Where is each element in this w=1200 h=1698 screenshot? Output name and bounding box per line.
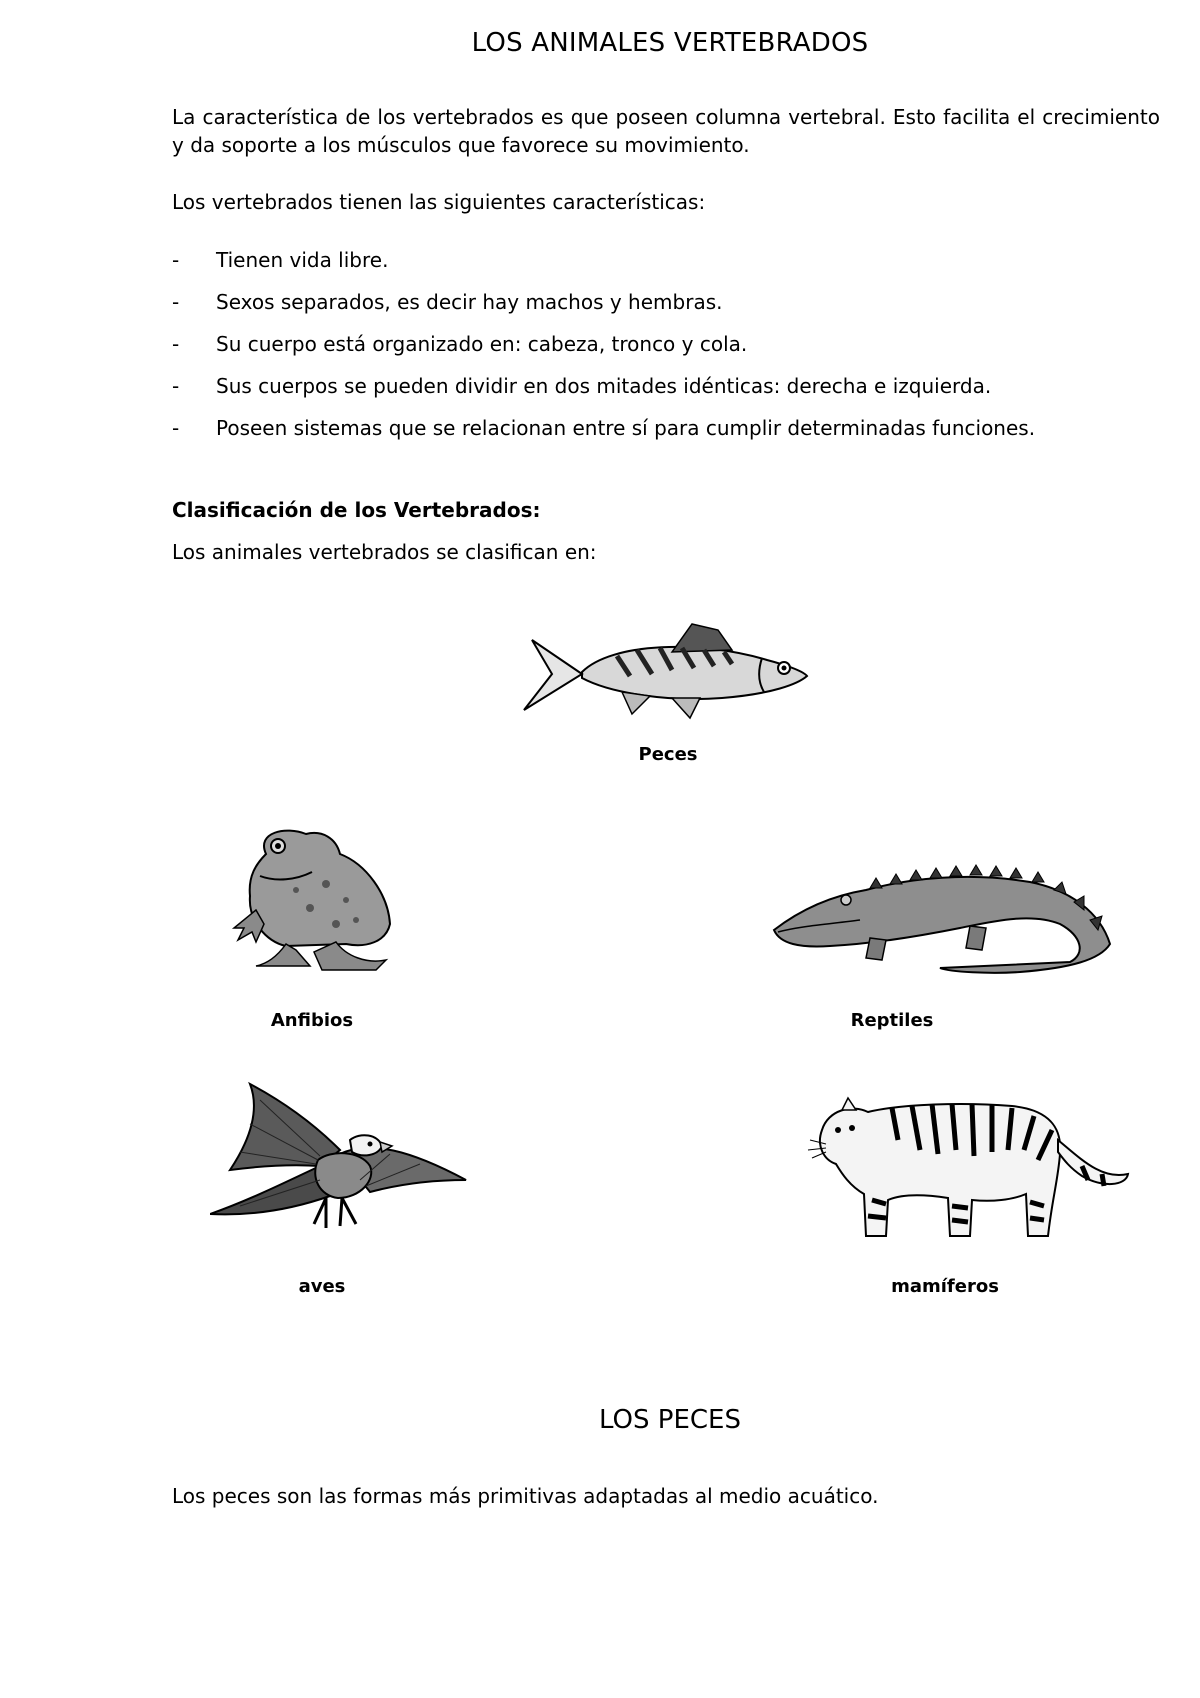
list-item-text: Sus cuerpos se pueden dividir en dos mitades idénticas: derecha e izquierda. bbox=[216, 374, 992, 398]
bullet-dash: - bbox=[172, 332, 180, 356]
tiger-caption: mamíferos bbox=[891, 1276, 999, 1297]
bullet-dash: - bbox=[172, 290, 180, 314]
page-title: LOS ANIMALES VERTEBRADOS bbox=[471, 28, 869, 58]
list-item bbox=[172, 330, 1035, 372]
frog-icon bbox=[226, 824, 396, 974]
characteristics-list bbox=[172, 246, 1035, 456]
fish-icon bbox=[522, 622, 812, 722]
bullet-dash: - bbox=[172, 248, 180, 272]
frog-caption: Anfibios bbox=[270, 1010, 354, 1031]
list-item bbox=[172, 246, 1035, 288]
bullet-dash: - bbox=[172, 416, 180, 440]
eagle-caption: aves bbox=[298, 1276, 346, 1297]
eagle-icon bbox=[210, 1080, 470, 1240]
fish-caption: Peces bbox=[638, 744, 698, 765]
characteristics-lead: Los vertebrados tienen las siguientes características: bbox=[172, 190, 706, 214]
list-item-text: Su cuerpo está organizado en: cabeza, tronco y cola. bbox=[216, 332, 748, 356]
tiger-icon bbox=[802, 1090, 1132, 1250]
list-item bbox=[172, 288, 1035, 330]
list-item-text: Poseen sistemas que se relacionan entre sí para cumplir determinadas funciones. bbox=[216, 416, 1036, 440]
crocodile-icon bbox=[770, 848, 1120, 978]
crocodile-caption: Reptiles bbox=[850, 1010, 934, 1031]
classification-heading: Clasificación de los Vertebrados: bbox=[172, 498, 541, 522]
list-item bbox=[172, 414, 1035, 456]
list-item bbox=[172, 372, 1035, 414]
list-item-text: Tienen vida libre. bbox=[216, 248, 389, 272]
fish-section-title: LOS PECES bbox=[599, 1405, 741, 1435]
intro-paragraph: La característica de los vertebrados es que poseen columna vertebral. Esto facilita el crecimiento y da soporte a los músculos que favorece su movimiento. bbox=[172, 105, 1160, 157]
classification-text: Los animales vertebrados se clasifican en: bbox=[172, 540, 597, 564]
bullet-dash: - bbox=[172, 374, 180, 398]
list-item-text: Sexos separados, es decir hay machos y hembras. bbox=[216, 290, 723, 314]
fish-section-text: Los peces son las formas más primitivas adaptadas al medio acuático. bbox=[172, 1484, 879, 1508]
